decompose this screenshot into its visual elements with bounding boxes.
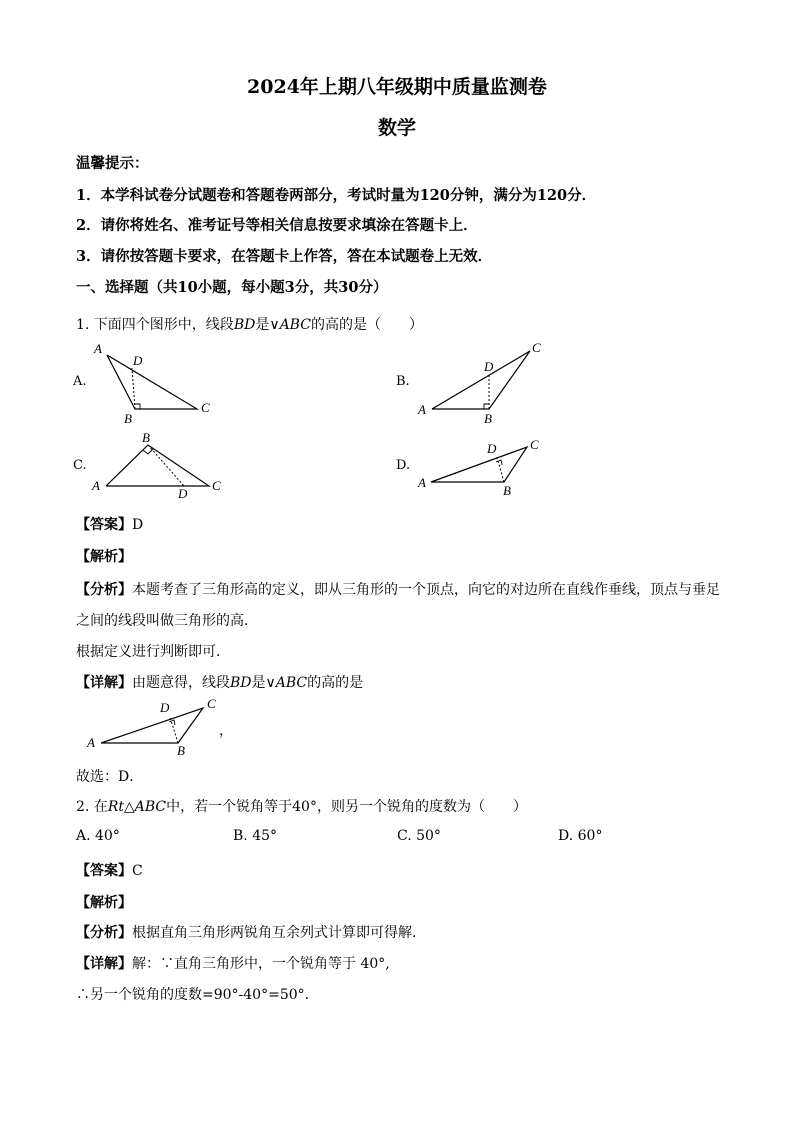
figure-d xyxy=(417,437,539,498)
notice-heading: 温馨提示： xyxy=(76,155,149,172)
subject-title: 数学 xyxy=(377,117,416,139)
fig-a-point-a: A xyxy=(94,341,102,356)
fig-c-point-b: B xyxy=(142,430,150,445)
notice-item-1: 1．本学科试卷分试题卷和答题卷两部分，考试时量为120分钟，满分为120分． xyxy=(76,187,597,204)
q2-option-b: B. 45° xyxy=(233,828,278,844)
notice-item-3: 3．请你按答题卡要求，在答题卡上作答，答在本试题卷上无效． xyxy=(76,248,493,265)
q2-analysis-tag: 【解析】 xyxy=(76,895,132,911)
fig-c-point-d: D xyxy=(178,486,188,501)
q1-answer: 【答案】D xyxy=(76,517,144,533)
detail-point-c: C xyxy=(207,696,216,711)
q1-choice: 故选：D． xyxy=(76,769,144,785)
fig-c-point-c: C xyxy=(212,478,221,493)
q1-stem: 1. 下面四个图形中，线段BD是∨ABC的高的是（ ） xyxy=(76,317,423,333)
fig-c-point-a: A xyxy=(92,478,100,493)
detail-point-a: A xyxy=(87,735,95,750)
q2-conclusion: ∴另一个锐角的度数=90°-40°=50°. xyxy=(76,987,310,1003)
detail-point-b: B xyxy=(177,743,185,758)
figure-b xyxy=(417,340,541,426)
detail-point-d: D xyxy=(160,700,170,715)
section-heading: 一、选择题（共10小题，每小题3分，共30分） xyxy=(76,279,388,296)
fig-d-point-d: D xyxy=(487,441,497,456)
q1-option-d-label: D. xyxy=(396,458,411,473)
q1-fenxi-line1: 【分析】本题考查了三角形高的定义，即从三角形的一个顶点，向它的对边所在直线作垂线，顶点与垂足 xyxy=(76,582,720,598)
q2-option-c: C. 50° xyxy=(397,828,441,844)
q1-option-b-label: B. xyxy=(396,374,410,389)
fig-d-point-c: C xyxy=(530,437,539,452)
fig-a-point-d: D xyxy=(133,353,143,368)
fig-b-point-c: C xyxy=(532,340,541,355)
q2-option-a: A. 40° xyxy=(76,828,120,844)
q2-option-d: D. 60° xyxy=(558,828,603,844)
fig-b-point-d: D xyxy=(484,359,494,374)
q2-fenxi: 【分析】根据直角三角形两锐角互余列式计算即可得解． xyxy=(76,925,426,941)
detail-figure xyxy=(86,696,216,758)
q2-answer: 【答案】C xyxy=(76,863,143,879)
q1-option-a-label: A. xyxy=(73,374,87,389)
q2-detail: 【详解】解：∵直角三角形中，一个锐角等于 40°, xyxy=(76,956,390,972)
page-title: 2024年上期八年级期中质量监测卷 xyxy=(247,76,547,98)
q1-analysis-tag: 【解析】 xyxy=(76,549,132,565)
q1-detail-comma: ， xyxy=(219,723,233,739)
fig-a-point-c: C xyxy=(201,400,210,415)
fig-d-point-b: B xyxy=(503,483,511,498)
q1-fenxi-line2: 之间的线段叫做三角形的高． xyxy=(76,613,258,629)
fig-d-point-a: A xyxy=(418,475,426,490)
fig-b-point-a: A xyxy=(418,402,426,417)
q2-stem: 2. 在Rt△ABC中，若一个锐角等于40°，则另一个锐角的度数为（ ） xyxy=(76,799,527,815)
fig-a-point-b: B xyxy=(124,411,132,426)
q1-detail: 【详解】由题意得，线段BD是∨ABC的高的是 xyxy=(76,675,364,691)
figure-a xyxy=(93,341,210,426)
fig-b-point-b: B xyxy=(484,411,492,426)
q1-option-c-label: C. xyxy=(73,458,87,473)
q1-fenxi-line3: 根据定义进行判断即可． xyxy=(76,644,230,660)
figure-c xyxy=(91,430,221,501)
notice-item-2: 2．请你将姓名、准考证号等相关信息按要求填涂在答题卡上． xyxy=(76,217,478,234)
